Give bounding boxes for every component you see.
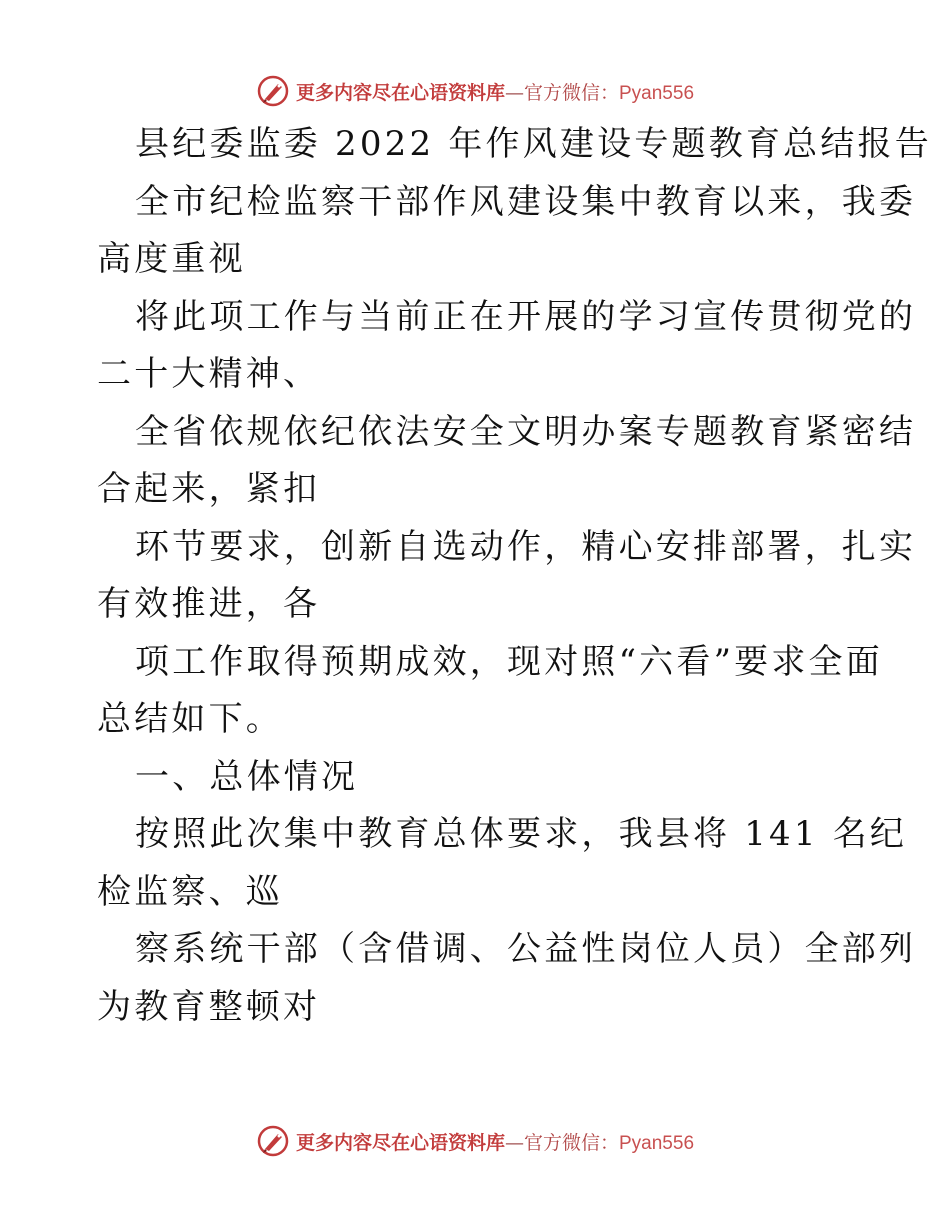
text-line: 高度重视 [97, 239, 246, 279]
text-line: 总结如下。 [97, 699, 283, 739]
text-line: 检监察、巡 [97, 871, 283, 912]
text-line: 环节要求，创新自选动作，精心安排部署，扎实 [135, 526, 917, 567]
text-line: 合起来，紧扣 [97, 469, 321, 509]
document-body [97, 116, 932, 1036]
text-line: 察系统干部（含借调、公益性岗位人员）全部列 [135, 929, 917, 969]
header-banner [0, 71, 950, 111]
footer-banner [0, 1121, 950, 1161]
text-line: 为教育整顿对 [97, 986, 321, 1027]
pen-logo-icon [256, 74, 290, 108]
text-line: 将此项工作与当前正在开展的学习宣传贯彻党的 [135, 296, 917, 337]
pen-logo-icon [256, 1124, 290, 1158]
banner-dash: — [504, 1131, 524, 1154]
banner-text [296, 78, 694, 105]
text-line: 县纪委监委 2022 年作风建设专题教育总结报告 [135, 124, 932, 164]
banner-official-label: 官方微信： [523, 1131, 619, 1154]
text-line: 全市纪检监察干部作风建设集中教育以来，我委 [135, 181, 917, 222]
text-line: 二十大精神、 [97, 354, 321, 394]
text-line: 项工作取得预期成效，现对照“六看”要求全面 [135, 641, 883, 682]
text-line: 全省依规依纪依法安全文明办案专题教育紧密结 [135, 411, 917, 452]
banner-text [296, 1128, 694, 1155]
banner-dash: — [504, 81, 524, 104]
text-line: 按照此次集中教育总体要求，我县将 141 名纪 [135, 814, 908, 854]
text-line: 一、总体情况 [135, 756, 359, 797]
text-line: 有效推进，各 [97, 584, 321, 624]
banner-wechat-id: Pyan556 [619, 1132, 695, 1154]
banner-site: 更多内容尽在心语资料库 [295, 81, 505, 104]
banner-official-label: 官方微信： [523, 81, 619, 104]
banner-site: 更多内容尽在心语资料库 [295, 1131, 505, 1154]
banner-wechat-id: Pyan556 [619, 82, 695, 104]
